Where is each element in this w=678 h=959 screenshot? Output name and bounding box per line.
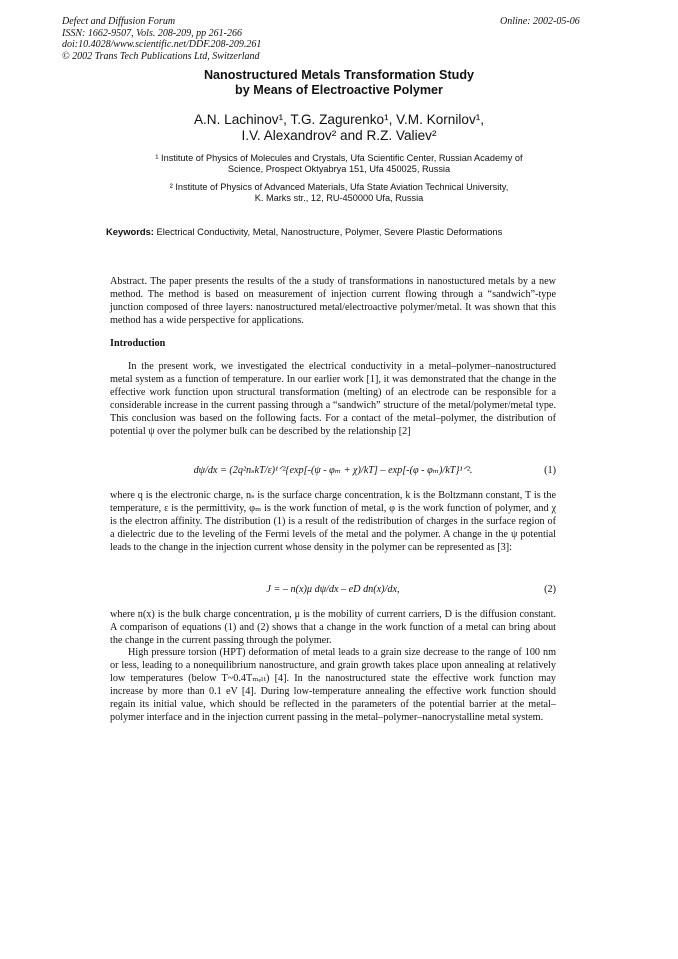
intro-paragraph-4: High pressure torsion (HPT) deformation of metal leads to a grain size decrease to the range of 100 nm or less, leading to a nonequilibrium nanostructure, and grain growth takes place upon annealing at relatively low temperatures (below T~0.4Tₘₑₗₜ) [4]. In the nanostructured state the effective work function may increase by more than 0.1 eV [4]. During low-temperature annealing the effective work function should regain its initial value, which should be reflected in the parameters of the potential barrier at the metal–polymer interface and in the injection current passing in the metal–polymer–nanocrystalline metal system. xyxy=(110,647,556,723)
author-list xyxy=(0,112,678,144)
title-line-2: by Means of Electroactive Polymer xyxy=(235,83,443,97)
equation-2-number: (2) xyxy=(544,584,556,595)
intro-paragraph-2: where q is the electronic charge, nₛ is the surface charge concentration, k is the Boltzmann constant, T is the temperature, ε is the permittivity, φₘ is the work function of metal, φ is the work function of polymer, and χ is the electron affinity. The distribution (1) is a result of the redistribution of charges in the surface region of a dielectric due to the leveling of the Fermi levels of the metal and the polymer. A change in the ψ potential leads to the change in the injection current whose density in the polymer can be represented as [3]: xyxy=(110,490,556,553)
affiliation-2 xyxy=(0,182,678,204)
equation-2 xyxy=(110,584,556,595)
authors-line-2: I.V. Alexandrov² and R.Z. Valiev² xyxy=(241,128,437,143)
intro-paragraph-1: In the present work, we investigated the electrical conductivity in a metal–polymer–nanostructured metal system as a function of temperature. In our earlier work [1], it was demonstrated that the change in the effective work function upon structural transformation (melting) of an electrode can be responsible for a considerable increase in the current passing through a “sandwich” structure of the metal/polymer/metal type. This conclusion was based on the following facts. For a contact of the metal–polymer, the distribution of potential ψ over the polymer bulk can be described by the relationship [2] xyxy=(110,361,556,437)
affiliation-1 xyxy=(0,153,678,175)
journal-name: Defect and Diffusion Forum xyxy=(62,16,176,27)
equation-1-number: (1) xyxy=(544,465,556,476)
authors-line-1: A.N. Lachinov¹, T.G. Zagurenko¹, V.M. Kornilov¹, xyxy=(193,112,485,127)
affiliation-1-line-1: ¹ Institute of Physics of Molecules and Crystals, Ufa Scientific Center, Russian Academy of xyxy=(155,153,523,163)
journal-header xyxy=(62,16,261,62)
equation-1-formula: dψ/dx = (2q²nₛkT/ε)¹ᐟ²{exp[-(ψ - φₘ + χ)/kT] – exp[-(φ - φₘ)/kT}¹ᐟ². xyxy=(193,465,473,476)
affiliation-1-line-2: Science, Prospect Oktyabrya 151, Ufa 450025, Russia xyxy=(227,164,451,174)
doi-line: doi:10.4028/www.scientific.net/DDF.208-209.261 xyxy=(62,39,262,50)
equation-1 xyxy=(110,465,556,476)
intro-paragraph-3: where n(x) is the bulk charge concentration, μ is the mobility of current carriers, D is the diffusion constant. A comparison of equations (1) and (2) shows that a change in the work function of a metal can bring about the change in the current passing through the polymer. xyxy=(110,609,556,646)
issn-line: ISSN: 1662-9507, Vols. 208-209, pp 261-266 xyxy=(62,27,242,39)
introduction-heading: Introduction xyxy=(110,338,166,349)
keywords-text: Electrical Conductivity, Metal, Nanostructure, Polymer, Severe Plastic Deformations xyxy=(153,226,503,237)
keywords-label: Keywords: xyxy=(106,226,154,237)
affiliation-2-line-1: ² Institute of Physics of Advanced Materials, Ufa State Aviation Technical University, xyxy=(169,182,509,192)
equation-2-formula: J = – n(x)μ dψ/dx – eD dn(x)/dx, xyxy=(266,584,400,595)
title-line-1: Nanostructured Metals Transformation Study xyxy=(203,68,475,82)
paper-title xyxy=(0,68,678,98)
abstract-paragraph: Abstract. The paper presents the results of the a study of transformations in nanostuctured metals by a new method. The method is based on measurement of injection current flowing through a “sandwich”-type junction composed of three layers: nanostructured metal/electroactive polymer/metal. It was shown that this method has a wide perspective for applications. xyxy=(110,276,556,326)
keywords xyxy=(106,226,502,237)
affiliation-2-line-2: K. Marks str., 12, RU-450000 Ufa, Russia xyxy=(254,193,424,203)
online-date: Online: 2002-05-06 xyxy=(500,16,580,27)
copyright-line: © 2002 Trans Tech Publications Ltd, Switzerland xyxy=(62,50,260,62)
